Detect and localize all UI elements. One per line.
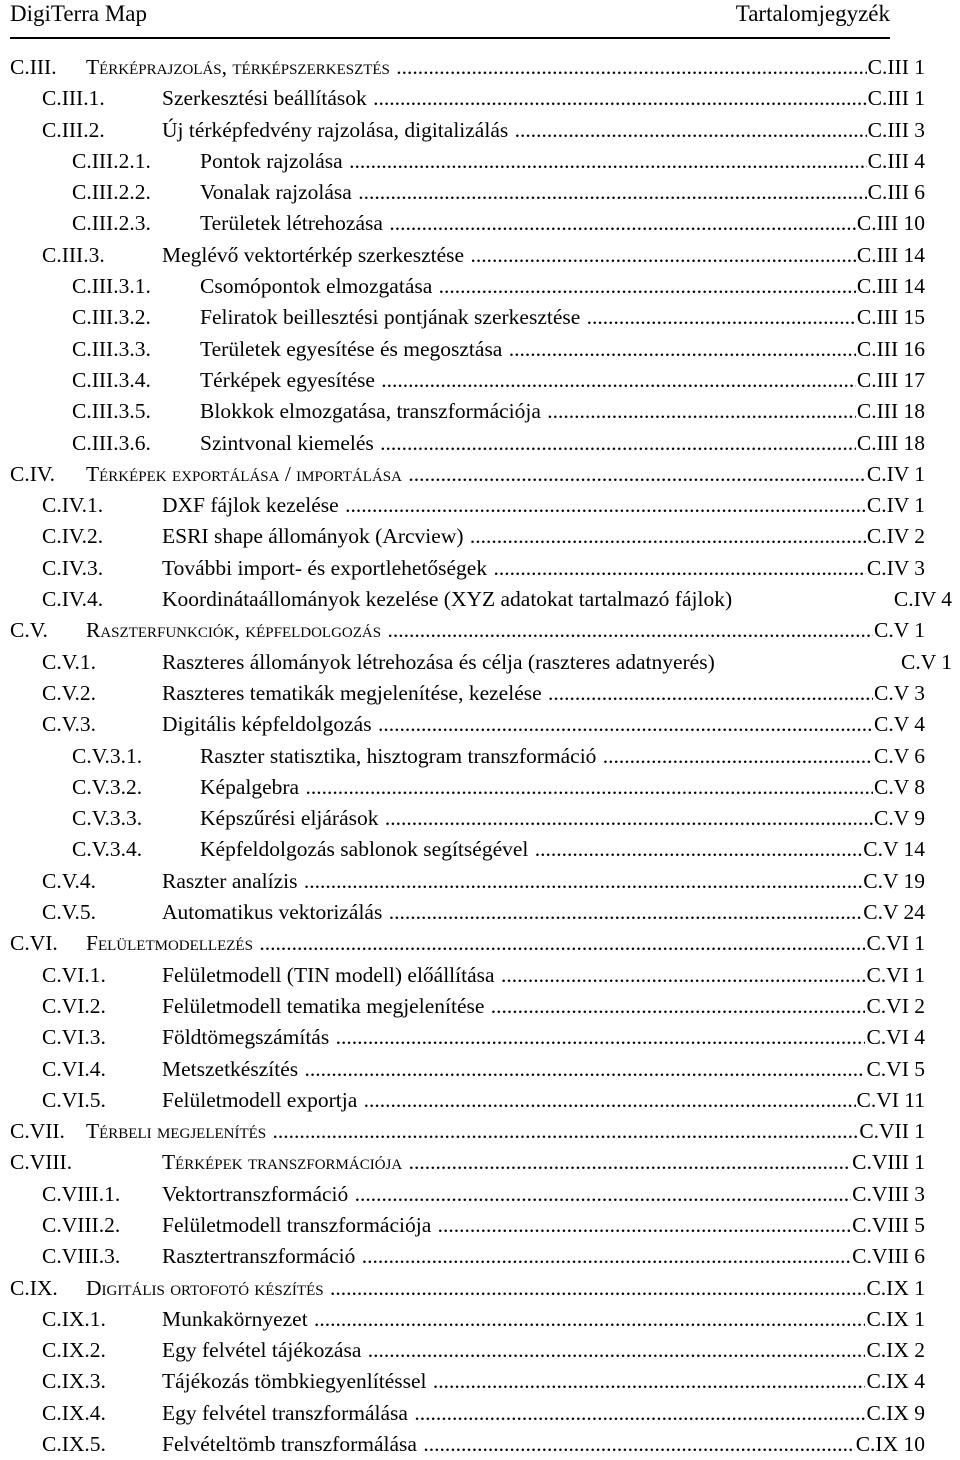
toc-entry-title xyxy=(200,428,925,459)
toc-entry-title xyxy=(200,834,925,865)
toc-entry-number: C.VI.3. xyxy=(42,1025,106,1050)
toc-entry-number: C.IV.4. xyxy=(42,587,104,612)
toc-entry-page[interactable]: C.IV 4 xyxy=(893,584,952,615)
toc-entry-title-text: Képfeldolgozás sablonok segítségével xyxy=(200,837,529,862)
toc-entry-title-text: Vonalak rajzolása xyxy=(200,180,352,205)
toc-entry-page[interactable]: C.VI 11 xyxy=(856,1085,925,1116)
toc-entry-title-text: Metszetkészítés xyxy=(162,1056,299,1081)
toc-entry-title-text: Raszter analízis xyxy=(162,868,298,893)
toc-entry-title-text: Területek létrehozása xyxy=(200,211,383,236)
toc-entry-number: C.VI.4. xyxy=(42,1056,106,1081)
header-rule xyxy=(10,37,890,39)
toc-entry-title xyxy=(200,396,925,427)
toc-entry-title xyxy=(86,52,925,83)
toc-entry-title xyxy=(162,1054,925,1085)
toc-entry-number: C.IX. xyxy=(10,1275,58,1300)
toc-entry-title-text: Felvételtömb transzformálása xyxy=(162,1432,417,1457)
toc-entry-title xyxy=(86,615,925,646)
toc-entry-page[interactable]: C.V 1 xyxy=(873,615,925,646)
toc-entry-page[interactable]: C.III 18 xyxy=(856,428,925,459)
toc-entry-page[interactable]: C.V 1 xyxy=(900,647,952,678)
toc-entry-number: C.III.2.1. xyxy=(72,148,151,173)
toc-entry-page[interactable]: C.III 18 xyxy=(856,396,925,427)
toc-entry-number: C.III.2. xyxy=(42,117,105,142)
toc-entry-c-ix-1[interactable] xyxy=(0,1304,960,1335)
toc-entry-title xyxy=(86,459,925,490)
toc-entry-c-v-1[interactable] xyxy=(0,647,960,678)
toc-entry-title xyxy=(200,365,925,396)
toc-entry-page[interactable]: C.IX 4 xyxy=(865,1366,925,1397)
toc-entry-title-text: Egy felvétel transzformálása xyxy=(162,1400,408,1425)
toc-entry-page[interactable]: C.IV 1 xyxy=(866,459,925,490)
toc-entry-title-text: Koordinátaállományok kezelése (XYZ adatokat tartalmazó fájlok) xyxy=(162,587,733,612)
toc-entry-number: C.V.3.1. xyxy=(72,743,143,768)
toc-entry-c-v-3-3[interactable] xyxy=(0,803,960,834)
toc-entry-title xyxy=(200,208,925,239)
toc-entry-page[interactable]: C.III 14 xyxy=(856,271,925,302)
toc-entry-title xyxy=(162,1210,925,1241)
toc-entry-page[interactable]: C.VI 2 xyxy=(865,991,925,1022)
toc-entry-title-text: Területek egyesítése és megosztása xyxy=(200,336,503,361)
toc-entry-title-text: Digitális ortofotó készítés xyxy=(86,1275,324,1300)
toc-entry-c-v-3-2[interactable] xyxy=(0,772,960,803)
toc-entry-page[interactable]: C.V 4 xyxy=(873,709,925,740)
toc-entry-title xyxy=(200,177,925,208)
toc-entry-title-text: Raszteres tematikák megjelenítése, kezelése xyxy=(162,680,542,705)
toc-entry-number: C.IX.3. xyxy=(42,1369,106,1394)
toc-entry-title-text: Térképek exportálása / importálása xyxy=(86,461,402,486)
toc-entry-page[interactable]: C.III 17 xyxy=(856,365,925,396)
toc-entry-page[interactable]: C.VIII 1 xyxy=(851,1147,925,1178)
toc-entry-page[interactable]: C.IX 1 xyxy=(865,1273,925,1304)
toc-entry-page[interactable]: C.VI 4 xyxy=(865,1022,925,1053)
toc-entry-number: C.III.3.3. xyxy=(72,336,151,361)
toc-entry-title-text: Rasztertranszformáció xyxy=(162,1244,356,1269)
toc-entry-number: C.VIII. xyxy=(10,1150,73,1175)
toc-entry-title-text: Tájékozás tömbkiegyenlítéssel xyxy=(162,1369,427,1394)
toc-entry-number: C.VI. xyxy=(10,931,58,956)
toc-entry-c-iii-1[interactable] xyxy=(0,83,960,114)
toc-entry-c-v-3[interactable] xyxy=(0,709,960,740)
toc-entry-title-text: Egy felvétel tájékozása xyxy=(162,1338,362,1363)
toc-entry-c-iii-2-1[interactable] xyxy=(0,146,960,177)
toc-entry-title-text: Térképrajzolás, térképszerkesztés xyxy=(86,55,390,79)
toc-entry-page[interactable]: C.III 14 xyxy=(856,240,925,271)
toc-entry-number: C.V. xyxy=(10,618,48,643)
toc-entry-number: C.III.1. xyxy=(42,86,105,111)
toc-entry-page[interactable]: C.VIII 6 xyxy=(851,1241,925,1272)
page-header xyxy=(10,0,890,28)
toc-entry-title xyxy=(162,1179,925,1210)
toc-entry-number: C.III.3. xyxy=(42,242,105,267)
toc-entry-title xyxy=(162,991,925,1022)
toc-entry-c-viii-1[interactable] xyxy=(0,1179,960,1210)
toc-entry-c-ix-2[interactable] xyxy=(0,1335,960,1366)
toc-entry-c-vi-4[interactable] xyxy=(0,1054,960,1085)
toc-entry-page[interactable]: C.VII 1 xyxy=(858,1116,925,1147)
toc-entry-title xyxy=(200,803,925,834)
toc-entry-page[interactable]: C.III 1 xyxy=(867,83,925,114)
toc-entry-number: C.V.3. xyxy=(42,712,96,737)
toc-entry-page[interactable]: C.IX 1 xyxy=(865,1304,925,1335)
toc-entry-title xyxy=(200,772,925,803)
toc-entry-page[interactable]: C.VI 1 xyxy=(865,928,925,959)
toc-entry-number: C.III.3.1. xyxy=(72,274,151,299)
toc-entry-title xyxy=(162,1429,925,1460)
toc-entry-title xyxy=(162,1147,925,1178)
toc-entry-number: C.VI.2. xyxy=(42,993,106,1018)
toc-entry-number: C.V.4. xyxy=(42,868,96,893)
toc-entry-title-text: Képalgebra xyxy=(200,774,300,799)
table-of-contents xyxy=(0,52,960,1460)
toc-entry-title-text: Felületmodell tematika megjelenítése xyxy=(162,993,485,1018)
toc-entry-c-iii-3-3[interactable] xyxy=(0,334,960,365)
toc-entry-title-text: További import- és exportlehetőségek xyxy=(162,555,488,580)
toc-entry-page[interactable]: C.III 6 xyxy=(867,177,925,208)
toc-entry-number: C.VII. xyxy=(10,1119,65,1144)
toc-entry-number: C.VI.5. xyxy=(42,1087,106,1112)
toc-entry-title xyxy=(162,1022,925,1053)
toc-entry-c-v[interactable] xyxy=(0,615,960,646)
toc-entry-number: C.VIII.3. xyxy=(42,1244,121,1269)
toc-entry-page[interactable]: C.VI 1 xyxy=(865,960,925,991)
toc-entry-title-text: Földtömegszámítás xyxy=(162,1025,330,1050)
toc-entry-title xyxy=(162,584,952,615)
toc-entry-c-v-5[interactable] xyxy=(0,897,960,928)
toc-entry-c-ix-4[interactable] xyxy=(0,1398,960,1429)
toc-entry-title-text: Csomópontok elmozgatása xyxy=(200,274,433,299)
toc-entry-title-text: Munkakörnyezet xyxy=(162,1306,308,1331)
toc-entry-c-ix[interactable] xyxy=(0,1273,960,1304)
toc-entry-title-text: Pontok rajzolása xyxy=(200,148,343,173)
toc-entry-title-text: Térképek transzformációja xyxy=(162,1150,403,1175)
toc-entry-c-iv-3[interactable] xyxy=(0,553,960,584)
toc-entry-number: C.IX.4. xyxy=(42,1400,106,1425)
toc-entry-title xyxy=(162,1085,925,1116)
toc-entry-c-vii[interactable] xyxy=(0,1116,960,1147)
toc-entry-number: C.III.2.2. xyxy=(72,180,151,205)
toc-entry-number: C.VIII.2. xyxy=(42,1212,121,1237)
toc-entry-number: C.III.3.4. xyxy=(72,367,151,392)
toc-entry-title-text: Képszűrési eljárások xyxy=(200,806,379,831)
toc-entry-number: C.IX.1. xyxy=(42,1306,106,1331)
toc-entry-number: C.V.3.4. xyxy=(72,837,143,862)
toc-entry-c-ix-3[interactable] xyxy=(0,1366,960,1397)
toc-entry-title xyxy=(86,928,925,959)
toc-entry-page[interactable]: C.III 16 xyxy=(856,334,925,365)
toc-entry-page[interactable]: C.VIII 3 xyxy=(851,1179,925,1210)
toc-entry-title-text: Térbeli megjelenítés xyxy=(86,1119,267,1144)
toc-entry-number: C.V.5. xyxy=(42,900,96,925)
toc-entry-number: C.V.1. xyxy=(42,649,96,674)
toc-entry-title xyxy=(162,709,925,740)
toc-entry-page[interactable]: C.III 15 xyxy=(856,302,925,333)
toc-entry-c-iii-3-2[interactable] xyxy=(0,302,960,333)
toc-entry-title-text: Felületmodell exportja xyxy=(162,1087,358,1112)
toc-entry-title xyxy=(86,1116,925,1147)
toc-entry-number: C.IV.1. xyxy=(42,493,104,518)
toc-entry-c-iv[interactable] xyxy=(0,459,960,490)
toc-entry-page[interactable]: C.IX 10 xyxy=(855,1429,925,1460)
toc-entry-number: C.IX.5. xyxy=(42,1432,106,1457)
toc-entry-c-v-2[interactable] xyxy=(0,678,960,709)
toc-entry-title-text: Térképek egyesítése xyxy=(200,367,375,392)
toc-entry-title xyxy=(162,521,925,552)
toc-entry-c-viii-3[interactable] xyxy=(0,1241,960,1272)
toc-entry-page[interactable]: C.IV 2 xyxy=(866,521,925,552)
toc-entry-title xyxy=(162,1398,925,1429)
toc-entry-c-vi-1[interactable] xyxy=(0,960,960,991)
toc-entry-page[interactable]: C.IX 9 xyxy=(865,1398,925,1429)
toc-entry-c-iii-3[interactable] xyxy=(0,240,960,271)
toc-entry-page[interactable]: C.VIII 5 xyxy=(851,1210,925,1241)
toc-entry-title-text: ESRI shape állományok (Arcview) xyxy=(162,524,464,549)
toc-entry-c-iii-3-6[interactable] xyxy=(0,428,960,459)
toc-entry-title-text: DXF fájlok kezelése xyxy=(162,493,339,518)
toc-entry-title xyxy=(162,897,925,928)
toc-entry-title xyxy=(162,960,925,991)
toc-entry-c-iii-3-4[interactable] xyxy=(0,365,960,396)
toc-entry-page[interactable]: C.V 24 xyxy=(862,897,925,928)
toc-entry-page[interactable]: C.V 14 xyxy=(862,834,925,865)
toc-entry-title-text: Felületmodell transzformációja xyxy=(162,1212,432,1237)
toc-entry-title xyxy=(200,334,925,365)
toc-entry-page[interactable]: C.IV 1 xyxy=(866,490,925,521)
toc-entry-title-text: Felületmodellezés xyxy=(86,931,253,956)
toc-entry-number: C.V.2. xyxy=(42,680,96,705)
toc-entry-number: C.VI.1. xyxy=(42,962,106,987)
toc-entry-number: C.III. xyxy=(10,55,57,79)
toc-entry-c-viii[interactable] xyxy=(0,1147,960,1178)
toc-entry-page[interactable]: C.V 6 xyxy=(873,741,925,772)
toc-entry-title xyxy=(200,302,925,333)
toc-entry-number: C.III.3.5. xyxy=(72,399,151,424)
toc-entry-title xyxy=(162,553,925,584)
toc-entry-c-viii-2[interactable] xyxy=(0,1210,960,1241)
toc-entry-number: C.III.2.3. xyxy=(72,211,151,236)
toc-entry-number: C.V.3.3. xyxy=(72,806,143,831)
toc-entry-title-text: Meglévő vektortérkép szerkesztése xyxy=(162,242,465,267)
toc-entry-page[interactable]: C.V 3 xyxy=(873,678,925,709)
toc-entry-title xyxy=(162,115,925,146)
toc-entry-title xyxy=(200,146,925,177)
toc-entry-title xyxy=(162,866,925,897)
toc-entry-number: C.VIII.1. xyxy=(42,1181,121,1206)
toc-entry-c-ix-5[interactable] xyxy=(0,1429,960,1460)
toc-entry-page[interactable]: C.III 10 xyxy=(856,208,925,239)
toc-entry-c-vi-3[interactable] xyxy=(0,1022,960,1053)
toc-entry-title-text: Szerkesztési beállítások xyxy=(162,86,367,111)
toc-entry-c-iv-4[interactable] xyxy=(0,584,960,615)
toc-entry-number: C.IX.2. xyxy=(42,1338,106,1363)
toc-entry-c-v-3-4[interactable] xyxy=(0,834,960,865)
toc-entry-title-text: Raszteres állományok létrehozása és célja (raszteres adatnyerés) xyxy=(162,649,715,674)
toc-entry-title xyxy=(200,271,925,302)
toc-entry-title xyxy=(162,490,925,521)
toc-entry-title xyxy=(200,741,925,772)
toc-entry-title-text: Automatikus vektorizálás xyxy=(162,900,383,925)
toc-entry-title xyxy=(162,647,952,678)
toc-entry-c-vi[interactable] xyxy=(0,928,960,959)
toc-entry-title-text: Szintvonal kiemelés xyxy=(200,430,374,455)
toc-entry-c-iii-2-2[interactable] xyxy=(0,177,960,208)
toc-entry-number: C.IV.3. xyxy=(42,555,104,580)
toc-entry-page[interactable]: C.IX 2 xyxy=(865,1335,925,1366)
header-app-title: DigiTerra Map xyxy=(10,1,147,26)
toc-entry-c-vi-2[interactable] xyxy=(0,991,960,1022)
toc-entry-page[interactable]: C.V 8 xyxy=(873,772,925,803)
toc-entry-title xyxy=(162,1241,925,1272)
toc-entry-title xyxy=(162,678,925,709)
toc-entry-number: C.IV.2. xyxy=(42,524,104,549)
toc-entry-c-v-3-1[interactable] xyxy=(0,741,960,772)
toc-entry-title xyxy=(162,1366,925,1397)
toc-entry-c-iii-3-1[interactable] xyxy=(0,271,960,302)
toc-entry-page[interactable]: C.VI 5 xyxy=(865,1054,925,1085)
toc-entry-title xyxy=(162,83,925,114)
toc-entry-page[interactable]: C.V 9 xyxy=(873,803,925,834)
toc-entry-title-text: Feliratok beillesztési pontjának szerkesztése xyxy=(200,305,581,330)
toc-entry-c-iii-2-3[interactable] xyxy=(0,208,960,239)
toc-entry-title-text: Digitális képfeldolgozás xyxy=(162,712,372,737)
toc-entry-title xyxy=(86,1273,925,1304)
toc-entry-title xyxy=(162,1335,925,1366)
toc-entry-number: C.IV. xyxy=(10,461,56,486)
toc-entry-c-iii-3-5[interactable] xyxy=(0,396,960,427)
toc-entry-page[interactable]: C.III 4 xyxy=(867,146,925,177)
toc-entry-page[interactable]: C.IV 3 xyxy=(866,553,925,584)
toc-entry-number: C.V.3.2. xyxy=(72,774,143,799)
toc-entry-page[interactable]: C.V 19 xyxy=(862,866,925,897)
toc-entry-c-iv-2[interactable] xyxy=(0,521,960,552)
toc-entry-page[interactable]: C.III 3 xyxy=(867,115,925,146)
toc-entry-number: C.III.3.6. xyxy=(72,430,151,455)
toc-entry-title-text: Vektortranszformáció xyxy=(162,1181,349,1206)
toc-entry-c-iii-2[interactable] xyxy=(0,115,960,146)
toc-entry-title xyxy=(162,240,925,271)
toc-entry-title-text: Raszterfunkciók, képfeldolgozás xyxy=(86,618,382,643)
toc-entry-c-iii[interactable] xyxy=(0,52,960,83)
toc-entry-c-iv-1[interactable] xyxy=(0,490,960,521)
toc-entry-page[interactable]: C.III 1 xyxy=(867,52,925,83)
toc-entry-title-text: Új térképfedvény rajzolása, digitalizálás xyxy=(162,117,509,142)
toc-entry-title-text: Raszter statisztika, hisztogram transzformáció xyxy=(200,743,597,768)
toc-entry-c-vi-5[interactable] xyxy=(0,1085,960,1116)
toc-entry-title-text: Blokkok elmozgatása, transzformációja xyxy=(200,399,541,424)
toc-entry-title-text: Felületmodell (TIN modell) előállítása xyxy=(162,962,495,987)
toc-entry-title xyxy=(162,1304,925,1335)
toc-entry-c-v-4[interactable] xyxy=(0,866,960,897)
toc-entry-number: C.III.3.2. xyxy=(72,305,151,330)
header-section-title: Tartalomjegyzék xyxy=(735,1,890,26)
